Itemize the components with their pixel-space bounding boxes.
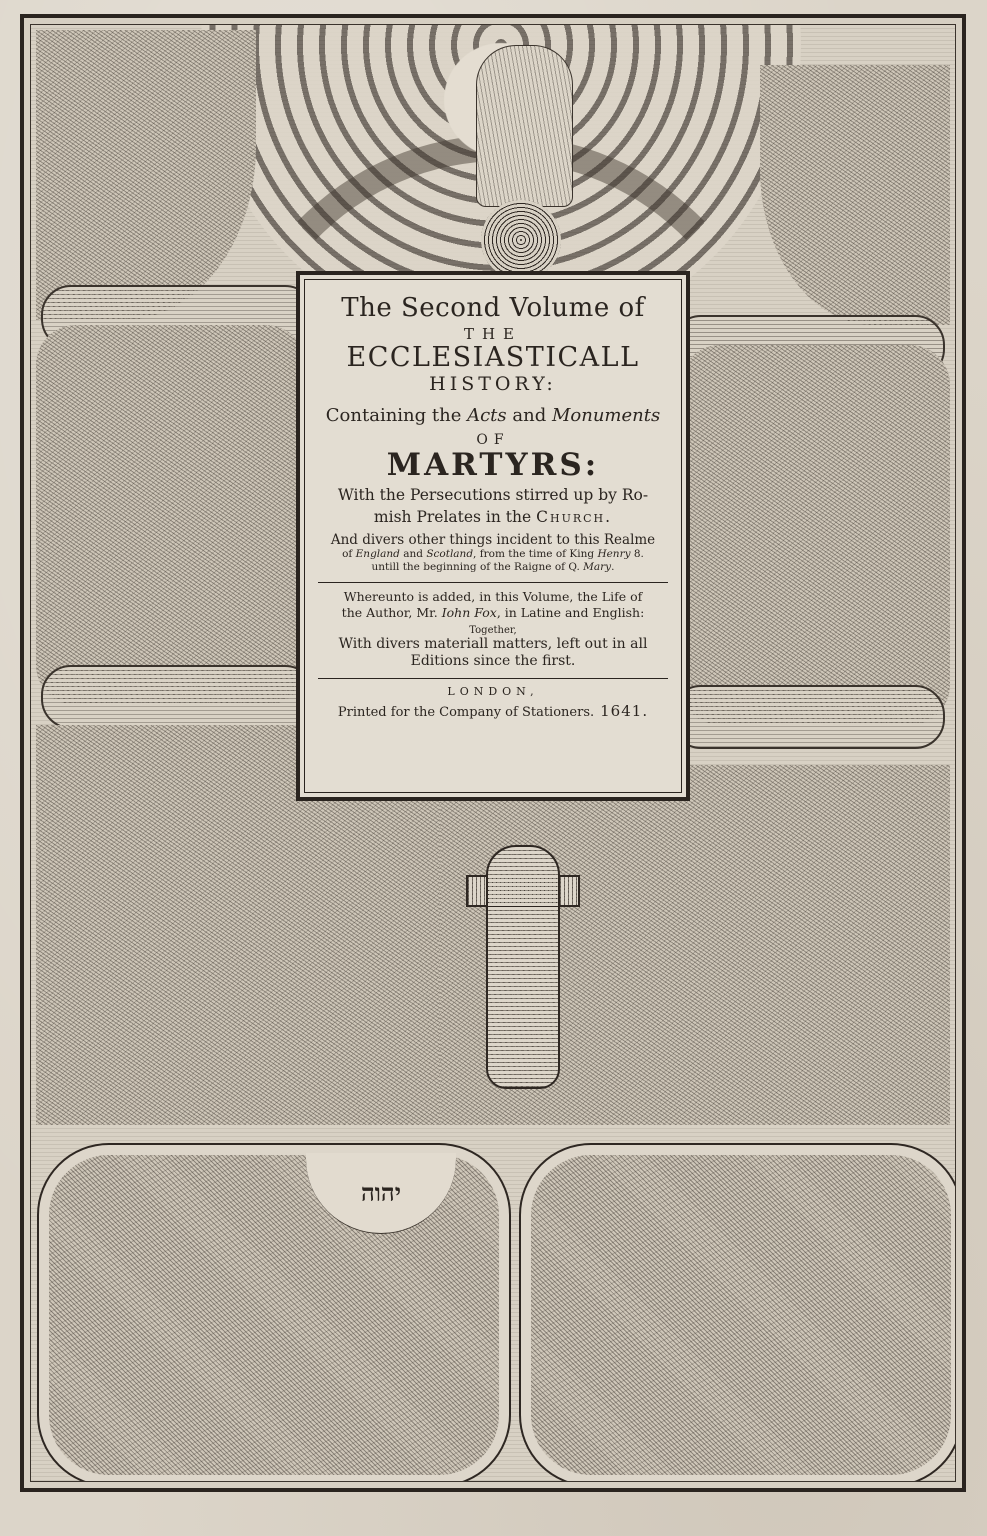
text-span: , from the time of King	[473, 548, 598, 560]
italic-span: Scotland	[426, 548, 474, 560]
title-cartouche	[296, 271, 690, 801]
materiall-matters-1: With divers materiall matters, left out in all	[338, 636, 648, 652]
globe-orb	[481, 200, 561, 280]
text-span: 8.	[630, 548, 644, 560]
cloud-band-left-lower	[41, 665, 315, 729]
subtitle-raigne-mary	[312, 561, 674, 574]
title-line-of: OF	[476, 432, 510, 448]
title-line-martyrs: MARTYRS:	[386, 447, 600, 483]
text-span: and	[506, 405, 552, 426]
italic-span: England	[355, 548, 400, 560]
christ-in-glory-figure	[476, 45, 573, 207]
trumpeting-angels-right	[760, 65, 950, 325]
title-line-the: THE	[463, 325, 523, 343]
subtitle-persecutions-2	[312, 508, 674, 526]
catholic-procession-roundel	[521, 1145, 956, 1482]
subtitle-divers-things: And divers other things incident to this Realme	[330, 532, 656, 548]
italic-span: Monuments	[551, 405, 661, 426]
text-span: , in Latine and English:	[496, 605, 645, 620]
text-span: of	[342, 548, 356, 560]
materiall-matters-2: Editions since the first.	[410, 653, 576, 669]
italic-span: Mary	[583, 561, 612, 573]
together-label: Together,	[469, 625, 517, 636]
text-span: and	[399, 548, 427, 560]
divider-rule	[318, 582, 668, 583]
trumpeting-angels-left	[36, 30, 256, 320]
hebrew-inscription: יהוה	[360, 1178, 402, 1207]
title-line-ecclesiasticall: ECCLESIASTICALL	[346, 342, 640, 373]
cloud-band-right-lower	[671, 685, 945, 749]
central-column	[486, 845, 560, 1089]
text-span: untill the beginning of the Raigne of Q.	[371, 561, 584, 573]
text-span: .	[611, 561, 615, 573]
italic-span: Henry	[597, 548, 631, 560]
imprint-printer: Printed for the Company of Stationers.	[337, 705, 595, 720]
italic-span: Acts	[467, 405, 507, 426]
demons-falling	[680, 345, 950, 725]
imprint-city: LONDON,	[447, 685, 539, 698]
crowned-kings-with-trumpets	[36, 325, 306, 705]
title-line-containing	[312, 405, 674, 426]
subtitle-persecutions-1: With the Persecutions stirred up by Ro-	[337, 486, 649, 504]
text-span: Containing the	[325, 405, 468, 426]
title-line-history: HISTORY:	[429, 373, 557, 395]
addition-life-of-author-2	[312, 605, 674, 621]
subtitle-england-scotland	[312, 548, 674, 561]
smallcaps-span: Church.	[536, 508, 613, 526]
divider-rule	[318, 678, 668, 679]
imprint-year: 1641.	[600, 702, 649, 720]
text-span: mish Prelates in the	[373, 508, 537, 526]
italic-span: Iohn Fox	[441, 605, 497, 620]
imprint-line	[312, 702, 674, 720]
text-span: the Author, Mr.	[341, 605, 442, 620]
title-line-volume: The Second Volume of	[341, 293, 645, 323]
title-text	[312, 285, 674, 787]
addition-life-of-author-1: Whereunto is added, in this Volume, the Life of	[343, 589, 643, 604]
